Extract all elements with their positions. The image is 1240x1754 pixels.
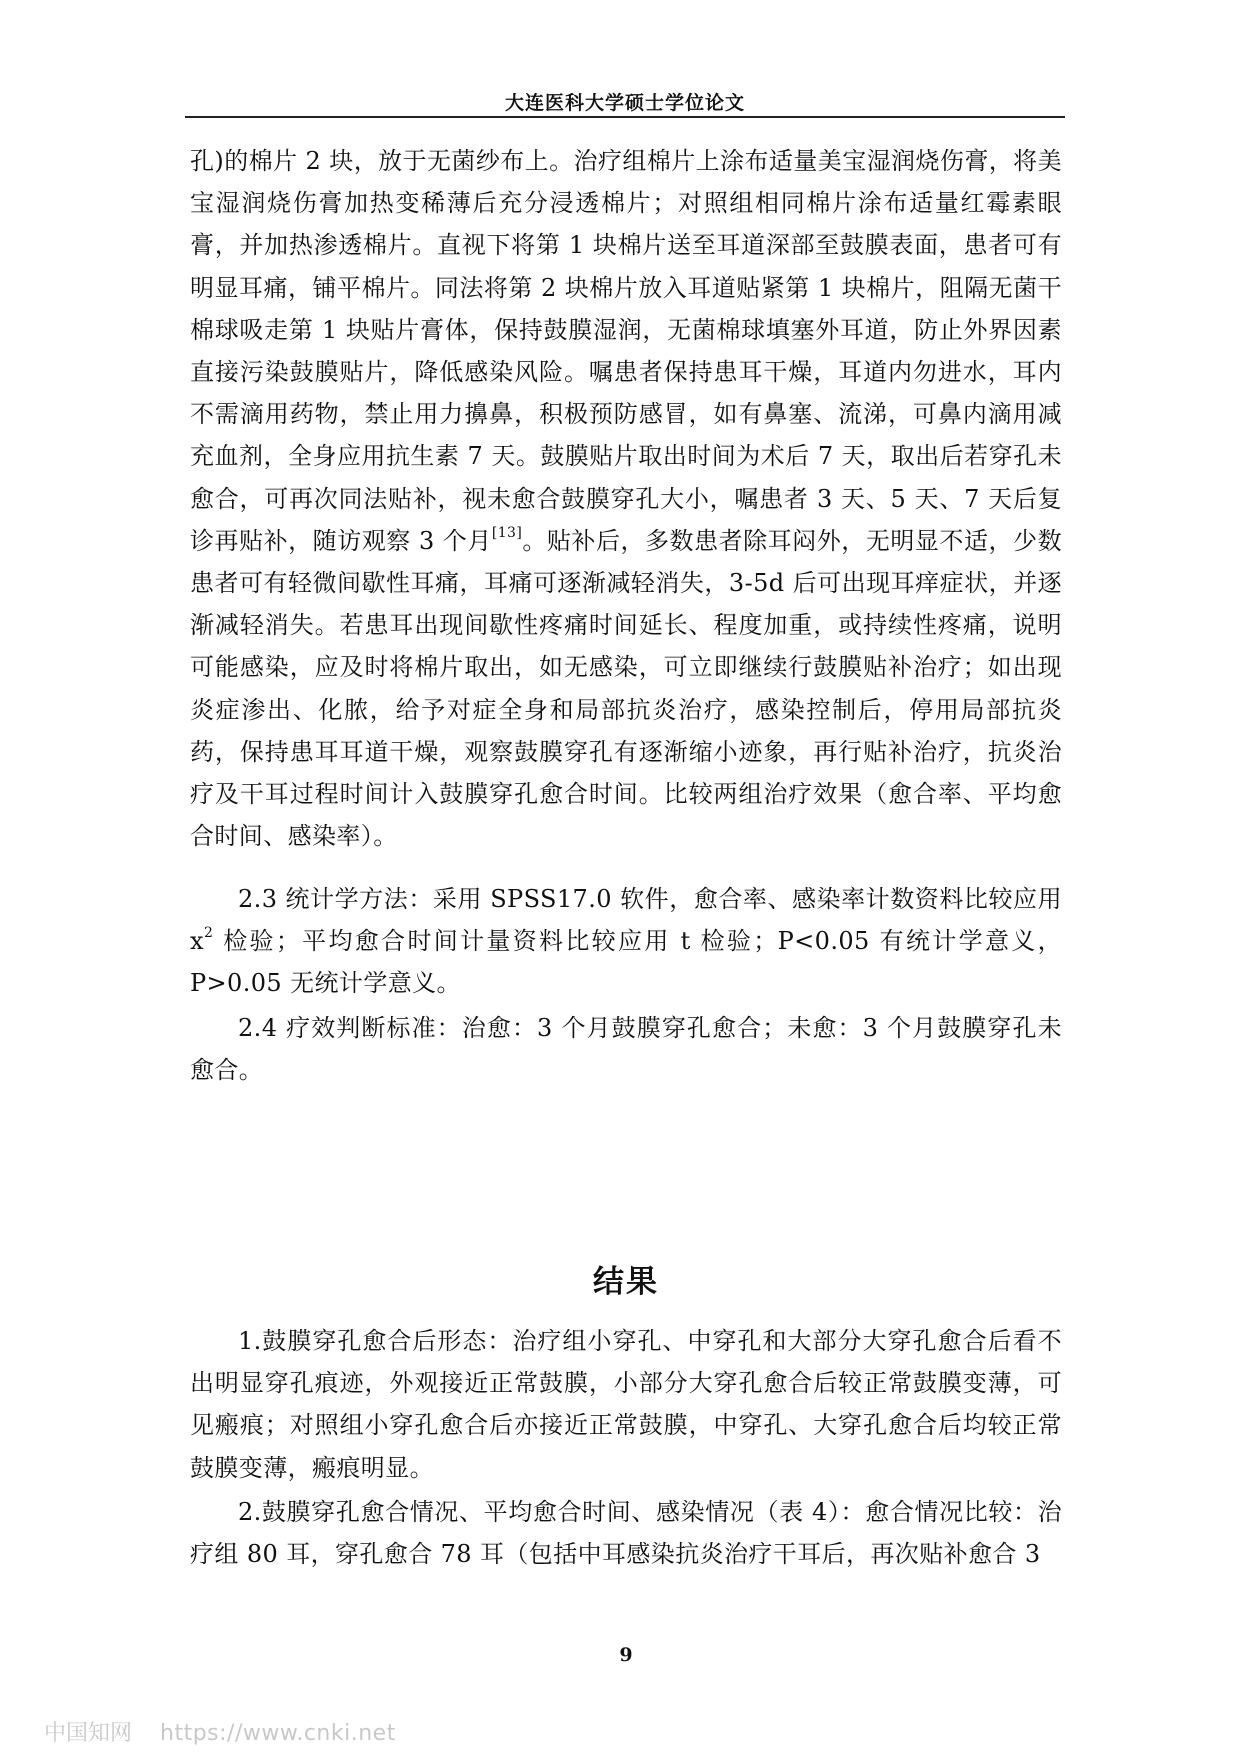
chi-square-superscript: 2	[203, 925, 214, 942]
paragraph-procedure-text: 孔)的棉片 2 块，放于无菌纱布上。治疗组棉片上涂布适量美宝湿润烧伤膏，将美宝湿润烧伤膏加热变稀薄后充分浸透棉片；对照组相同棉片涂布适量红霉素眼膏，并加热渗透棉片。直视下将第 1 块棉片送至耳道深部至鼓膜表面，患者可有明显耳痛，铺平棉片。同法将第 2 块棉片放入耳道贴紧第 1 块棉片，阻隔无菌干棉球吸走第 1 块贴片膏体，保持鼓膜湿润，无菌棉球填塞外耳道，防止外界因素直接污染鼓膜贴片，降低感染风险。嘱患者保持患耳干燥，耳道内勿进水，耳内不需滴用药物，禁止用力擤鼻，积极预防感冒，如有鼻塞、流涕，可鼻内滴用减充血剂，全身应用抗生素 7 天。鼓膜贴片取出时间为术后 7 天，取出后若穿孔未愈合，可再次同法贴补，视未愈合鼓膜穿孔大小，嘱患者 3 天、5 天、7 天后复诊再贴补，随访观察 3 个月	[190, 147, 1062, 555]
paragraph-statistics-start: 2.3 统计学方法：采用 SPSS17.0 软件，愈合率、感染率计数资料比较应用 x	[190, 885, 1062, 956]
criteria-text-block	[190, 1007, 1062, 1091]
section-heading-results: 结果	[593, 1264, 659, 1300]
paragraph-results-2: 2.鼓膜穿孔愈合情况、平均愈合时间、感染情况（表 4）：愈合情况比较：治疗组 80 耳，穿孔愈合 78 耳（包括中耳感染抗炎治疗干耳后，再次贴补愈合 3	[190, 1498, 1062, 1569]
paragraph-criteria: 2.4 疗效判断标准：治愈：3 个月鼓膜穿孔愈合；未愈：3 个月鼓膜穿孔未愈合。	[190, 1014, 1062, 1085]
paragraph-statistics-end: 检验；平均愈合时间计量资料比较应用 t 检验；P<0.05 有统计学意义，P>0.05 无统计学意义。	[190, 927, 1062, 998]
paragraph-statistics	[190, 878, 1062, 1005]
statistics-text-block	[190, 878, 1062, 1005]
running-header: 大连医科大学硕士学位论文	[504, 92, 745, 114]
methods-text-block	[190, 140, 1062, 857]
results-morphology-block	[190, 1320, 1062, 1489]
watermark-url: https://www.cnki.net	[160, 1721, 396, 1746]
watermark	[44, 1716, 396, 1747]
header-divider	[185, 116, 1065, 118]
watermark-brand: 中国知网	[44, 1721, 133, 1746]
citation-13: [13]	[491, 524, 523, 541]
paragraph-procedure	[190, 140, 1062, 857]
page-number: 9	[619, 1644, 633, 1666]
paragraph-procedure-tail: 。贴补后，多数患者除耳闷外，无明显不适，少数患者可有轻微间歇性耳痛，耳痛可逐渐减轻消失，3-5d 后可出现耳痒症状，并逐渐减轻消失。若患耳出现间歇性疼痛时间延长、程度加重，或持续性疼痛，说明可能感染，应及时将棉片取出，如无感染，可立即继续行鼓膜贴补治疗；如出现炎症渗出、化脓，给予对症全身和局部抗炎治疗，感染控制后，停用局部抗炎药，保持患耳耳道干燥，观察鼓膜穿孔有逐渐缩小迹象，再行贴补治疗，抗炎治疗及干耳过程时间计入鼓膜穿孔愈合时间。比较两组治疗效果（愈合率、平均愈合时间、感染率）。	[190, 526, 1062, 851]
paragraph-results-1: 1.鼓膜穿孔愈合后形态：治疗组小穿孔、中穿孔和大部分大穿孔愈合后看不出明显穿孔痕迹，外观接近正常鼓膜，小部分大穿孔愈合后较正常鼓膜变薄，可见瘢痕；对照组小穿孔愈合后亦接近正常鼓膜，中穿孔、大穿孔愈合后均较正常鼓膜变薄，瘢痕明显。	[190, 1327, 1062, 1482]
results-healing-block	[190, 1491, 1062, 1575]
